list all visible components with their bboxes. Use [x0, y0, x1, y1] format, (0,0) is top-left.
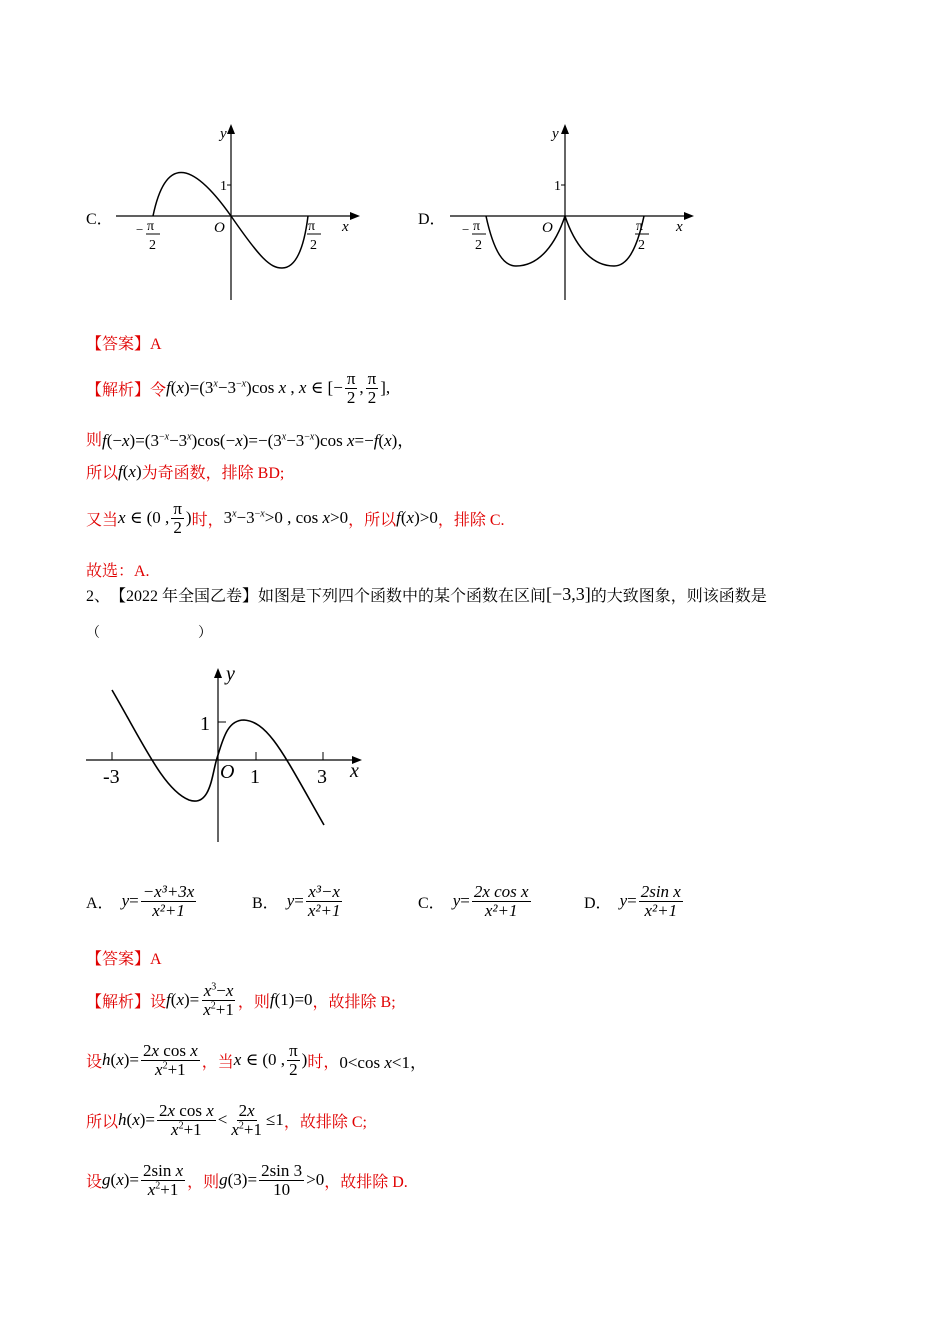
q2-answer: 【答案】A — [86, 951, 162, 968]
q2-option-d: D． y = $\frac{\text{2sin x}}{\text{x²+1}}$ — [584, 882, 681, 920]
q2-option-a: A． y = $\frac{\text{−x³+3x}}{\text{x²+1}}$ — [86, 882, 195, 920]
q1-analysis-line3: 所以 f(x) 为奇函数，排除 BD; — [86, 461, 285, 482]
origin-label: O — [220, 761, 235, 783]
q1-analysis-line1: 【解析】 令 $f(x)=(3^x-3^{-x})\cos$ x , x ∈ [− $\frac{\pi}{2}$ , $\frac{\pi}{2}$ ], — [86, 369, 391, 407]
svg-text:2: 2 — [638, 238, 645, 253]
q2-option-c: C． y = $\frac{\text{2x cos x}}{\text{x²+1}}$ — [418, 882, 529, 920]
x-axis-label: x — [676, 219, 683, 235]
q2-analysis-line1: 【解析】 设 f(x)= $\frac{x^3-x}{x^2+1}$ ，则 f(1)=0 ，故排除 B; — [86, 981, 396, 1019]
q1-conclusion: 故选：A. — [86, 563, 150, 580]
q2-option-b: B． y = $\frac{\text{x³−x}}{\text{x²+1}}$ — [252, 882, 341, 920]
q2-paren: （ ） — [86, 626, 212, 641]
svg-text:−: − — [136, 222, 144, 237]
svg-text:2: 2 — [149, 238, 156, 253]
y-axis-label: y — [220, 126, 227, 142]
svg-text:2: 2 — [310, 238, 317, 253]
x-axis-label: x — [350, 760, 359, 782]
svg-text:π: π — [147, 219, 155, 234]
svg-text:2: 2 — [475, 238, 482, 253]
option-c-label: C． — [86, 211, 113, 228]
q1-analysis-line2: 则 $f(-x)=(3^{-x}-3^x)\cos(-x)=-(3^x-3^{-x})\cos$ x=−f(x)， — [86, 431, 415, 450]
svg-text:π: π — [636, 219, 644, 234]
origin-label: O — [542, 220, 553, 236]
graph-option-d — [444, 118, 694, 308]
q2-stem: 2、 【2022 年全国乙卷】 如图是下列四个函数中的某个函数在区间 [−3,3] 的大致图象，则该函数是 — [86, 584, 767, 605]
graph-option-c — [110, 118, 360, 308]
y-axis-label: y — [226, 663, 235, 685]
tick-x-3: 3 — [317, 766, 327, 788]
q2-graph — [84, 660, 374, 850]
q2-analysis-line4: 设 g(x)= $\frac{\text{2sin x}}{x^2+1}$ ，则 g(3)= $\frac{2\sin 3}{10}$ >0 ，故排除 D. — [86, 1161, 408, 1199]
tick-y-1: 1 — [200, 713, 210, 735]
option-d-label: D． — [418, 211, 446, 228]
q2-analysis-line2: 设 h(x)= $\frac{\text{2x cos x}}{x^2+1}$ ，当 x ∈ (0 , $\frac{\pi}{2}$ ) 时， 0<cos x<1， — [86, 1041, 427, 1079]
tick-x-neg3: -3 — [103, 766, 120, 788]
q2-analysis-line3: 所以 h(x)= $\frac{\text{2x cos x}}{x^2+1}$ < $\frac{2x}{x^2+1}$ ≤1 ，故排除 C; — [86, 1101, 367, 1139]
q1-answer: 【答案】A — [86, 336, 162, 353]
q1-analysis-line4: 又当 x ∈ (0 , $\frac{\pi}{2}$ ) 时， $3^x-3^{-x}>0$ , cos x>0 ，所以 f(x)>0 ，排除 C. — [86, 499, 505, 537]
y-axis-label: y — [552, 126, 559, 142]
origin-label: O — [214, 220, 225, 236]
tick-x-1: 1 — [250, 766, 260, 788]
svg-text:−: − — [462, 222, 470, 237]
svg-text:π: π — [473, 219, 481, 234]
tick-1: 1 — [220, 179, 227, 194]
tick-1: 1 — [554, 179, 561, 194]
x-axis-label: x — [342, 219, 349, 235]
svg-text:π: π — [308, 219, 316, 234]
